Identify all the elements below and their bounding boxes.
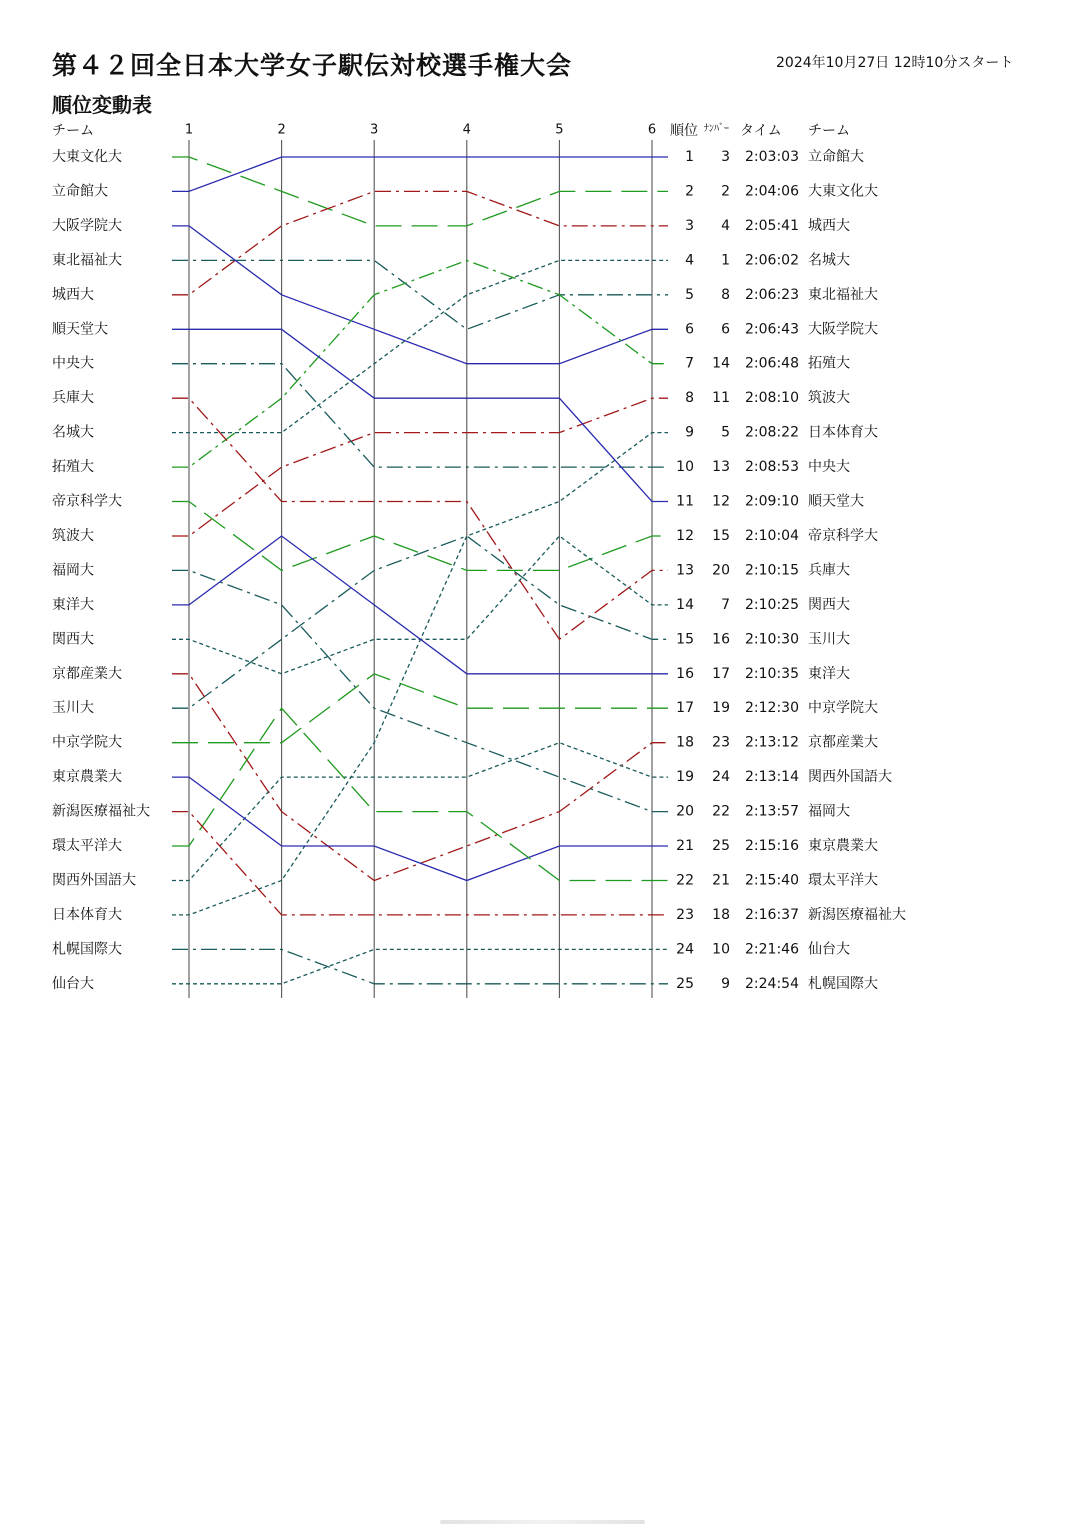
result-number: 25 <box>712 838 730 854</box>
result-team: 大阪学院大 <box>808 321 878 338</box>
start-team-label: 新潟医療福祉大 <box>52 803 150 820</box>
result-time: 2:15:16 <box>745 838 799 854</box>
result-number: 11 <box>712 390 730 407</box>
result-team: 中央大 <box>808 459 850 476</box>
start-team-label: 東京農業大 <box>52 769 122 786</box>
result-rank: 3 <box>685 217 694 234</box>
result-number: 10 <box>712 941 730 958</box>
result-team: 京都産業大 <box>808 734 878 751</box>
result-time: 2:10:15 <box>745 562 799 579</box>
start-team-label: 中央大 <box>52 355 94 372</box>
result-team: 名城大 <box>808 252 850 269</box>
result-time: 2:15:40 <box>745 872 799 889</box>
result-number: 14 <box>712 355 730 372</box>
page-title: 第４２回全日本大学女子駅伝対校選手権大会 <box>52 51 573 80</box>
start-team-label: 東洋大 <box>52 596 94 613</box>
start-team-label: 名城大 <box>52 424 94 441</box>
series-line <box>172 157 668 191</box>
series-line <box>172 364 668 467</box>
series-line <box>172 674 668 743</box>
result-time: 2:21:46 <box>745 941 799 958</box>
start-team-label: 玉川大 <box>52 700 94 717</box>
series-line <box>172 398 668 639</box>
result-time: 2:04:06 <box>745 183 799 200</box>
result-number: 1 <box>721 252 730 269</box>
result-rank: 5 <box>685 286 694 303</box>
result-team: 城西大 <box>808 217 850 234</box>
result-rank: 11 <box>676 493 694 510</box>
result-time: 2:13:14 <box>745 769 799 786</box>
result-time: 2:08:22 <box>745 424 799 441</box>
result-team: 東洋大 <box>808 665 850 682</box>
result-rank: 19 <box>676 769 694 786</box>
start-team-label: 環太平洋大 <box>52 838 122 854</box>
result-time: 2:03:03 <box>745 149 799 165</box>
start-team-label: 拓殖大 <box>52 459 94 476</box>
start-team-label: 帝京科学大 <box>52 493 122 510</box>
result-number: 5 <box>721 424 730 441</box>
result-team: 日本体育大 <box>808 424 878 441</box>
series-line <box>172 502 668 571</box>
result-number: 9 <box>721 975 730 992</box>
start-team-label: 中京学院大 <box>52 734 122 751</box>
header-rank: 順位 <box>670 123 698 139</box>
result-rank: 6 <box>685 321 694 338</box>
chart-title: 順位変動表 <box>52 93 152 117</box>
result-rank: 9 <box>685 424 694 441</box>
result-rank: 25 <box>676 975 694 992</box>
result-team: 札幌国際大 <box>808 975 878 992</box>
start-team-label: 関西大 <box>52 631 94 648</box>
result-number: 20 <box>712 562 730 579</box>
result-rank: 13 <box>676 562 694 579</box>
result-team: 福岡大 <box>808 803 850 820</box>
result-rank: 16 <box>676 665 694 682</box>
result-number: 4 <box>721 217 730 234</box>
result-time: 2:06:48 <box>745 355 799 372</box>
horizontal-scrollbar[interactable] <box>440 1520 645 1524</box>
stage-label-6: 6 <box>647 122 657 138</box>
result-team: 関西大 <box>808 596 850 613</box>
start-team-label: 福岡大 <box>52 562 94 579</box>
result-time: 2:16:37 <box>745 906 799 923</box>
result-number: 18 <box>712 906 730 923</box>
result-time: 2:08:10 <box>745 390 799 407</box>
header-team-left: チーム <box>52 123 94 139</box>
result-team: 関西外国語大 <box>808 769 892 786</box>
result-rank: 1 <box>685 149 694 165</box>
result-team: 大東文化大 <box>808 183 878 200</box>
result-rank: 2 <box>685 183 694 200</box>
start-team-label: 東北福祉大 <box>52 252 122 269</box>
result-team: 順天堂大 <box>808 493 864 510</box>
start-team-label: 日本体育大 <box>52 906 122 923</box>
result-number: 21 <box>712 872 730 889</box>
series-line <box>172 708 668 880</box>
result-rank: 24 <box>676 941 694 958</box>
result-rank: 8 <box>685 390 694 407</box>
start-team-label: 兵庫大 <box>52 390 94 407</box>
result-time: 2:13:12 <box>745 734 799 751</box>
result-team: 環太平洋大 <box>808 872 878 889</box>
result-time: 2:10:30 <box>745 631 799 648</box>
result-time: 2:06:23 <box>745 286 799 303</box>
result-number: 2 <box>721 183 730 200</box>
start-team-label: 関西外国語大 <box>52 872 136 889</box>
result-rank: 18 <box>676 734 694 751</box>
result-team: 玉川大 <box>808 631 850 648</box>
result-number: 3 <box>721 149 730 165</box>
result-rank: 20 <box>676 803 694 820</box>
result-rank: 15 <box>676 631 694 648</box>
result-number: 24 <box>712 769 730 786</box>
series-line <box>172 777 668 880</box>
start-team-label: 筑波大 <box>52 527 94 544</box>
result-rank: 10 <box>676 459 694 476</box>
stage-label-3: 3 <box>370 122 379 138</box>
result-time: 2:10:04 <box>745 527 799 544</box>
result-time: 2:06:43 <box>745 321 799 338</box>
start-team-label: 城西大 <box>52 286 94 303</box>
result-time: 2:10:25 <box>745 596 799 613</box>
result-rank: 4 <box>685 252 694 269</box>
result-number: 16 <box>712 631 730 648</box>
result-rank: 12 <box>676 527 694 544</box>
series-line <box>172 949 668 983</box>
race-date: 2024年10月27日 12時10分スタート <box>776 55 1014 71</box>
start-team-label: 大東文化大 <box>52 149 122 165</box>
result-time: 2:08:53 <box>745 459 799 476</box>
result-time: 2:06:02 <box>745 252 799 269</box>
start-team-label: 札幌国際大 <box>52 941 122 958</box>
start-team-label: 順天堂大 <box>52 321 108 338</box>
series-line <box>172 949 668 983</box>
result-team: 帝京科学大 <box>808 527 878 544</box>
result-number: 19 <box>712 700 730 717</box>
result-time: 2:12:30 <box>745 700 799 717</box>
start-team-label: 立命館大 <box>52 183 108 200</box>
result-team: 新潟医療福祉大 <box>808 906 906 923</box>
header-time: タイム <box>740 123 782 139</box>
result-time: 2:24:54 <box>745 975 799 992</box>
result-rank: 21 <box>676 838 694 854</box>
result-team: 仙台大 <box>808 941 850 958</box>
series-line <box>172 536 668 674</box>
start-team-label: 仙台大 <box>52 975 94 992</box>
start-team-label: 京都産業大 <box>52 665 122 682</box>
start-team-label: 大阪学院大 <box>52 217 122 234</box>
result-number: 8 <box>721 286 730 303</box>
stage-label-2: 2 <box>277 122 286 138</box>
result-time: 2:05:41 <box>745 217 799 234</box>
result-team: 兵庫大 <box>808 562 850 579</box>
result-team: 東京農業大 <box>808 838 878 854</box>
result-time: 2:09:10 <box>745 493 799 510</box>
result-time: 2:10:35 <box>745 665 799 682</box>
result-number: 23 <box>712 734 730 751</box>
result-team: 中京学院大 <box>808 700 878 717</box>
result-number: 22 <box>712 803 730 820</box>
result-time: 2:13:57 <box>745 803 799 820</box>
stage-label-5: 5 <box>555 122 564 138</box>
series-line <box>172 191 668 294</box>
result-team: 東北福祉大 <box>808 286 878 303</box>
result-rank: 22 <box>676 872 694 889</box>
result-number: 15 <box>712 527 730 544</box>
result-team: 拓殖大 <box>808 355 850 372</box>
series-line <box>172 260 668 329</box>
result-number: 17 <box>712 665 730 682</box>
header-team-right: チーム <box>808 123 850 139</box>
result-number: 13 <box>712 459 730 476</box>
result-rank: 14 <box>676 596 694 613</box>
stage-label-1: 1 <box>184 122 194 138</box>
result-rank: 7 <box>685 355 694 372</box>
result-number: 12 <box>712 493 730 510</box>
series-line <box>172 536 668 674</box>
stage-label-4: 4 <box>462 122 471 138</box>
result-number: 6 <box>721 321 730 338</box>
result-number: 7 <box>721 596 730 613</box>
result-rank: 17 <box>676 700 694 717</box>
series-line <box>172 329 668 501</box>
result-team: 立命館大 <box>808 149 864 165</box>
header-number: ﾅﾝﾊﾞｰ <box>704 123 729 135</box>
result-team: 筑波大 <box>808 390 850 407</box>
series-line <box>172 157 668 226</box>
result-rank: 23 <box>676 906 694 923</box>
